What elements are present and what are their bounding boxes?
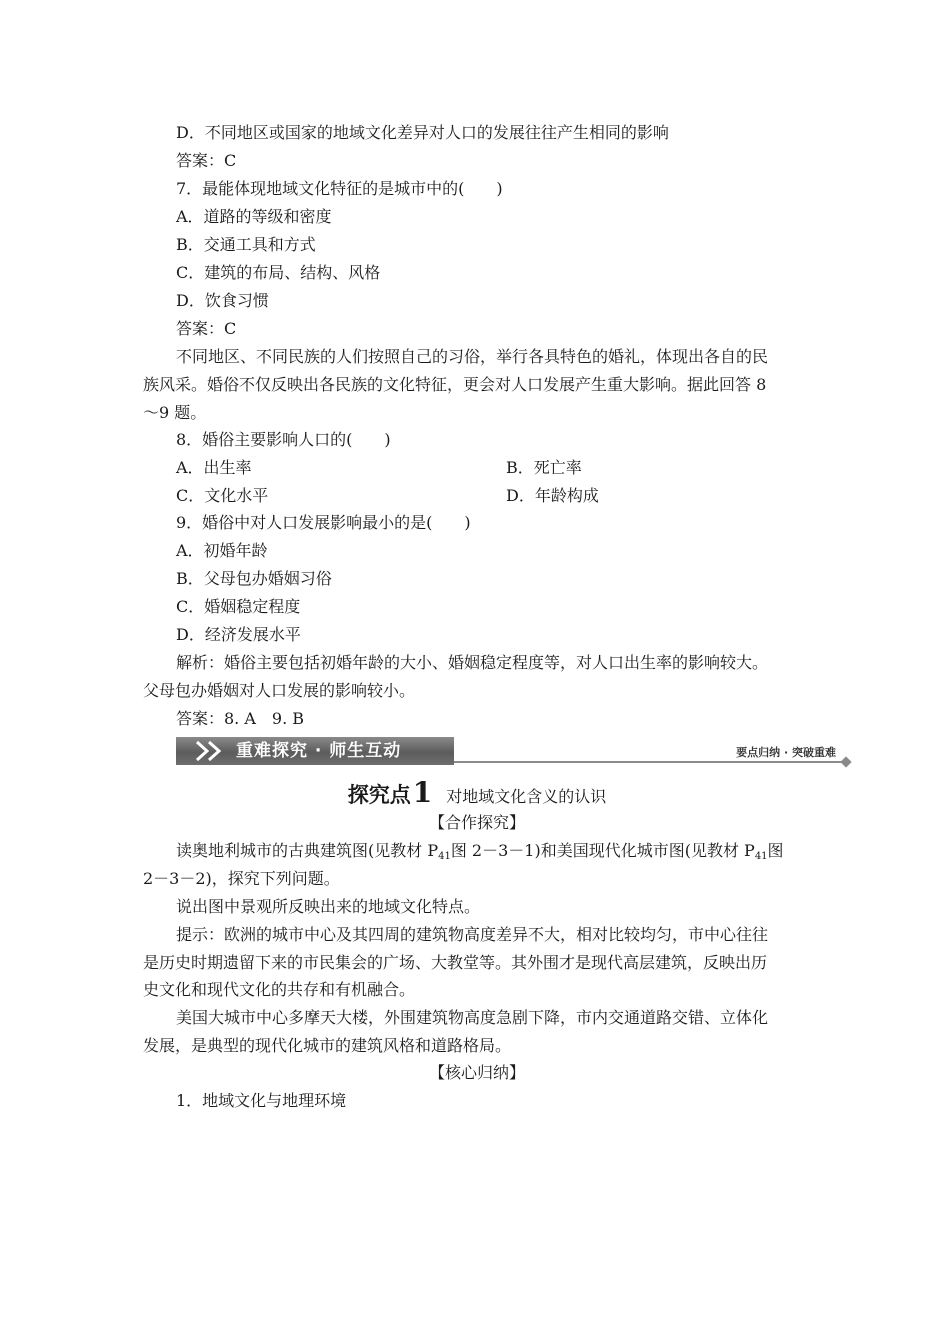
q7-option-d: D．饮食习惯	[176, 291, 269, 310]
q8-option-c: C．文化水平	[176, 486, 269, 505]
page-subscript-1: 41	[438, 851, 451, 862]
passage-line-2: 族风采。婚俗不仅反映出各民族的文化特征，更会对人口发展产生重大影响。据此回答 8	[143, 375, 767, 394]
core-summary-label: 【核心归纳】	[428, 1063, 525, 1082]
option-d-statement: D．不同地区或国家的地域文化差异对人口的发展往往产生相同的影响	[176, 123, 669, 142]
summary-item-1: 1．地域文化与地理环境	[176, 1091, 347, 1110]
inquiry-heading	[143, 776, 811, 809]
reading-text-b: 图 2－3－1)和美国现代化城市图(见教材 P	[450, 841, 755, 860]
passage-line-1: 不同地区、不同民族的人们按照自己的习俗，举行各具特色的婚礼，体现出各自的民	[176, 347, 769, 366]
answer-line: 答案：C	[176, 151, 237, 170]
hint-line-2: 是历史时期遗留下来的市民集会的广场、大教堂等。其外围才是现代高层建筑，反映出历	[143, 953, 768, 972]
hint-line-3: 史文化和现代文化的共存和有机融合。	[143, 980, 416, 999]
q7-option-c: C．建筑的布局、结构、风格	[176, 263, 381, 282]
q7-answer: 答案：C	[176, 319, 237, 338]
diamond-icon	[840, 756, 851, 767]
analysis-line-1: 解析：婚俗主要包括初婚年龄的大小、婚姻稳定程度等，对人口出生率的影响较大。	[176, 653, 769, 672]
q9-option-d: D．经济发展水平	[176, 625, 301, 644]
reading-text-a: 读奥地利城市的古典建筑图(见教材 P	[176, 841, 439, 860]
us-city-line-2: 发展，是典型的现代化城市的建筑风格和道路格局。	[143, 1036, 512, 1055]
banner-title: 重难探究 · 师生互动	[236, 741, 402, 761]
passage-line-3: ～9 题。	[143, 403, 207, 422]
analysis-line-2: 父母包办婚姻对人口发展的影响较小。	[143, 681, 416, 700]
banner-rule	[454, 761, 844, 763]
heading-main: 探究点	[347, 783, 411, 807]
question-8: 8．婚俗主要影响人口的( )	[176, 430, 391, 449]
q9-option-a: A．初婚年龄	[176, 541, 268, 560]
question-7: 7．最能体现地域文化特征的是城市中的( )	[176, 179, 503, 198]
cooperative-inquiry-label: 【合作探究】	[428, 813, 525, 832]
answers-8-9: 答案：8. A 9. B	[176, 709, 305, 728]
hint-line-1: 提示：欧洲的城市中心及其四周的建筑物高度差异不大，相对比较均匀，市中心往往	[176, 925, 769, 944]
reading-line-1	[176, 841, 784, 867]
section-banner	[176, 737, 852, 771]
banner-subtitle: 要点归纳 · 突破重难	[736, 746, 836, 759]
q9-option-c: C．婚姻稳定程度	[176, 597, 301, 616]
heading-subtitle: 对地域文化含义的认识	[446, 787, 607, 806]
heading-number: 1	[412, 776, 433, 809]
q8-option-b: B．死亡率	[506, 458, 582, 477]
q7-option-b: B．交通工具和方式	[176, 235, 316, 254]
question-9: 9．婚俗中对人口发展影响最小的是( )	[176, 513, 471, 532]
reading-line-2: 2－3－2)，探究下列问题。	[143, 869, 340, 888]
page-subscript-2: 41	[754, 851, 768, 862]
q9-option-b: B．父母包办婚姻习俗	[176, 569, 332, 588]
us-city-line-1: 美国大城市中心多摩天大楼，外围建筑物高度急剧下降，市内交通道路交错、立体化	[176, 1008, 769, 1027]
q7-option-a: A．道路的等级和密度	[176, 207, 332, 226]
q8-option-d: D．年龄构成	[506, 486, 599, 505]
task-line: 说出图中景观所反映出来的地域文化特点。	[176, 897, 481, 916]
reading-text-c: 图	[767, 841, 784, 860]
double-chevron-icon	[194, 740, 234, 762]
q8-option-a: A．出生率	[176, 458, 252, 477]
